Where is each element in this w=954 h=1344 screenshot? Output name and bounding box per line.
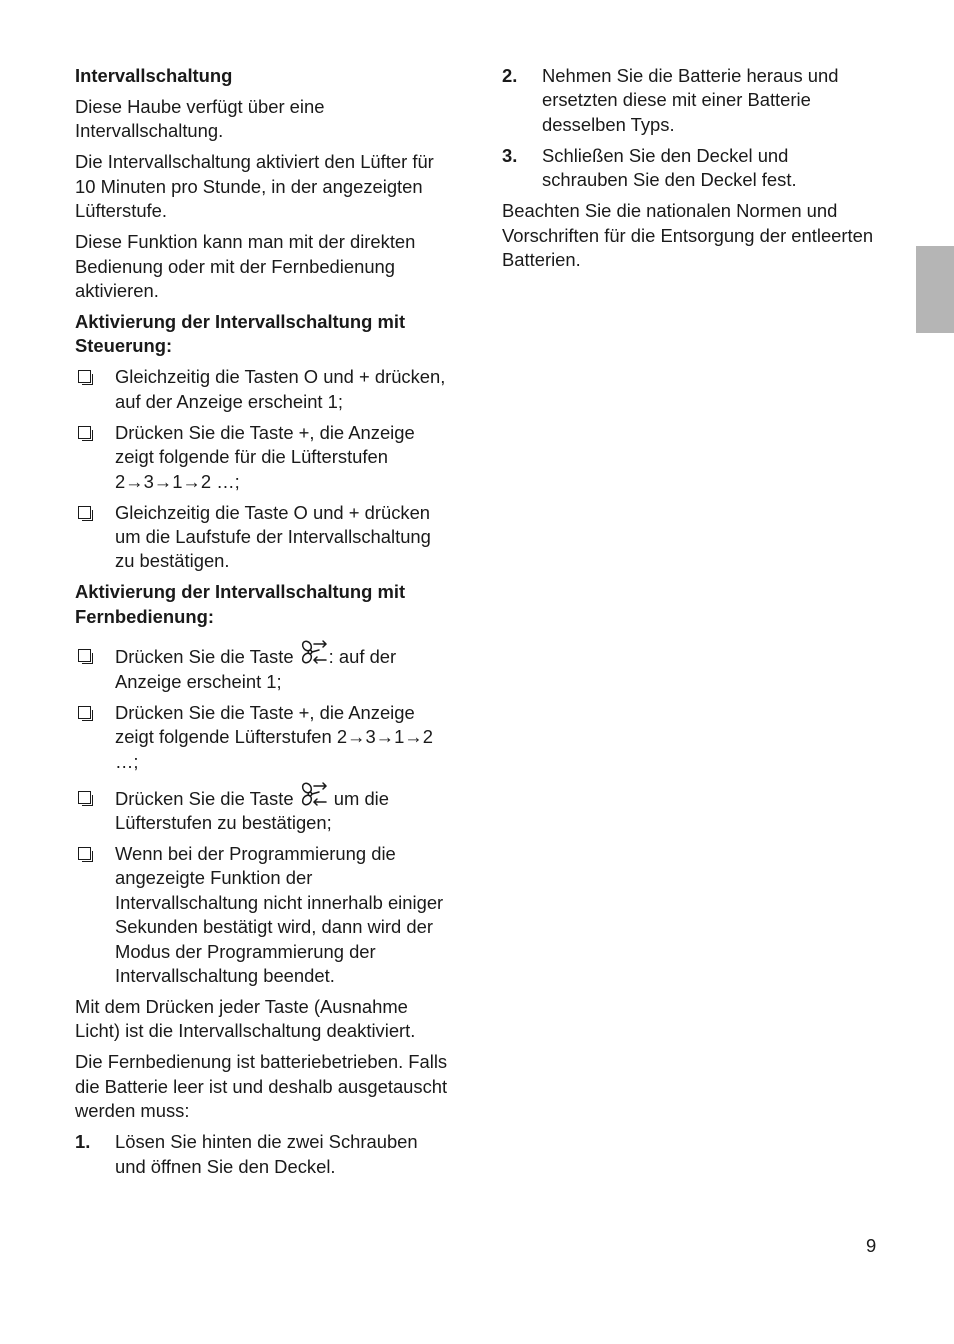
step-text: Lösen Sie hinten die zwei Schrauben und öffnen Sie den Deckel. [115,1131,418,1177]
fan-arrows-icon [300,781,328,807]
step-number: 2. [502,65,518,86]
numbered-step [502,144,874,193]
list-item-text-after: um die Lüfterstufen zu bestätigen; [115,787,389,833]
right-column [502,64,874,279]
list-item-text: Drücken Sie die Taste +, die Anzeige zeigt folgende Lüfterstufen 2→3→1→2 …; [115,701,433,772]
heading-remote-activation: Aktivierung der Intervallschaltung mit Fernbedienung: [75,581,406,627]
checkbox-icon [78,506,91,519]
list-item [75,501,450,574]
heading-intervallschaltung: Intervallschaltung [75,65,233,86]
step-text: Schließen Sie den Deckel und schrauben Sie den Deckel fest. [542,144,797,191]
list-item-text: Gleichzeitig die Tasten O und + drücken, auf der Anzeige erscheint 1; [115,366,446,412]
paragraph-function: Die Intervallschaltung aktiviert den Lüfter für 10 Minuten pro Stunde, in der angezeigten Lüfterstufe. [75,151,434,222]
step-text: Nehmen Sie die Batterie heraus und ersetzten diese mit einer Batterie desselben Typs. [542,65,839,135]
checkbox-icon [78,649,91,662]
paragraph-activation: Diese Funktion kann man mit der direkten Bedienung oder mit der Fernbedienung aktivieren. [75,231,416,302]
list-item-text-before: Drücken Sie die Taste [115,646,299,668]
list-item-text: Drücken Sie die Taste +, die Anzeige zeigt folgende für die Lüfterstufen 2→3→1→2 …; [115,421,415,492]
page-number: 9 [866,1235,877,1256]
list-item [75,365,450,414]
list-item-text: Gleichzeitig die Taste O und + drücken um die Laufstufe der Intervallschaltung zu bestätigen. [115,501,431,572]
checkbox-icon [78,847,91,860]
list-item [75,701,450,774]
side-tab-marker [916,246,954,333]
list-item [75,842,450,988]
checkbox-icon [78,370,91,383]
numbered-step [75,1130,450,1179]
list-item [75,781,450,836]
paragraph-disposal: Beachten Sie die nationalen Normen und Vorschriften für die Entsorgung der entleerten Batterien. [502,200,874,271]
fan-arrows-icon [300,639,328,665]
left-column [75,64,450,1186]
list-item-text: Wenn bei der Programmierung die angezeigte Funktion der Intervallschaltung nicht innerhalb einiger Sekunden bestätigt wird, dann wird der Modus der Programmierung der Intervallschaltung beendet. [115,842,444,986]
step-number: 3. [502,144,518,166]
list-item-text-after: : auf der Anzeige erscheint 1; [115,646,397,692]
list-item [75,421,450,494]
list-item [75,639,450,694]
heading-control-activation: Aktivierung der Intervallschaltung mit Steuerung: [75,311,406,357]
step-number: 1. [75,1131,91,1153]
checkbox-icon [78,706,91,719]
checkbox-icon [78,791,91,804]
paragraph-deactivation: Mit dem Drücken jeder Taste (Ausnahme Licht) ist die Intervallschaltung deaktiviert. [75,995,416,1042]
list-item-text-before: Drücken Sie die Taste [115,787,299,809]
paragraph-intro: Diese Haube verfügt über eine Intervallschaltung. [75,96,325,142]
checkbox-icon [78,426,91,439]
numbered-step [502,64,874,137]
paragraph-battery: Die Fernbedienung ist batteriebetrieben. Falls die Batterie leer ist und deshalb ausgetauscht werden muss: [75,1051,448,1122]
